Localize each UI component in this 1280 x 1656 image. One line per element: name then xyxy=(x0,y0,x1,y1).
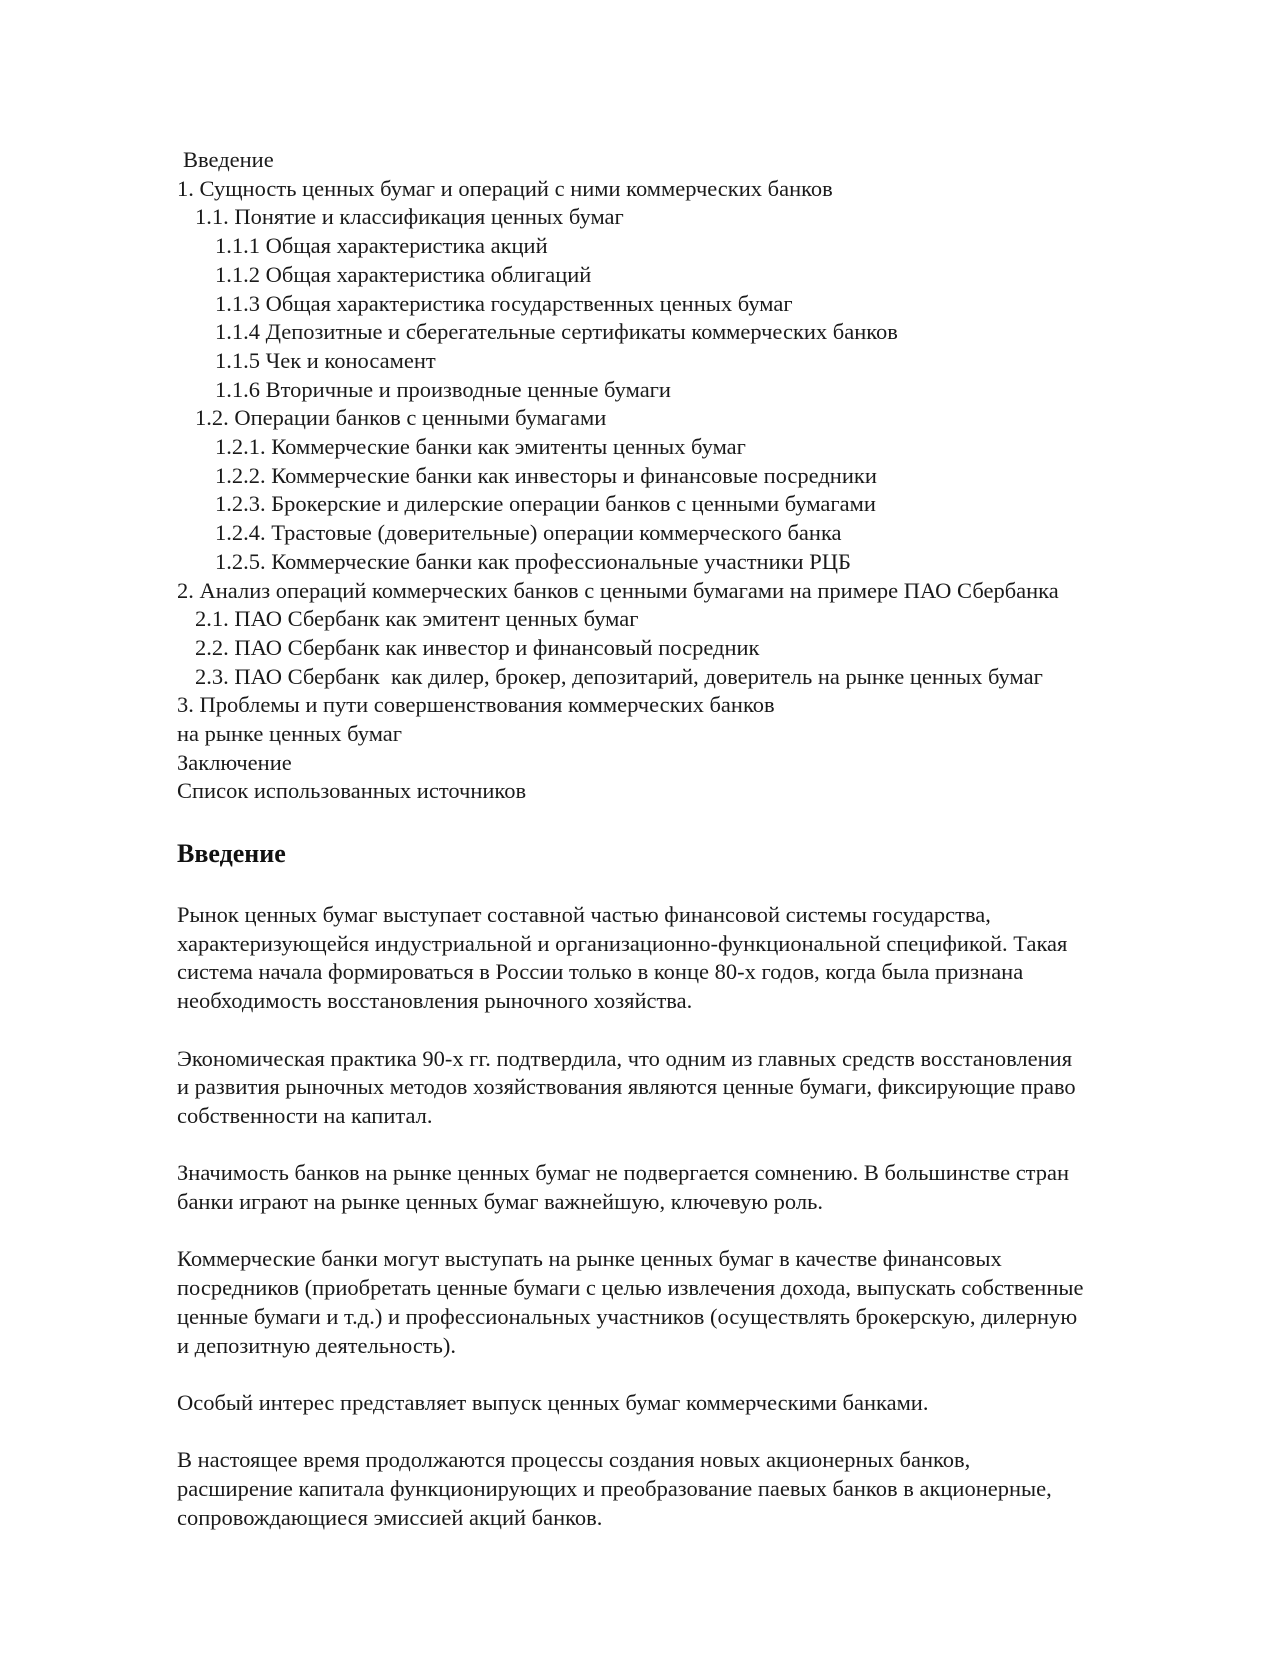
toc-entry: 1.1.2 Общая характеристика облигаций xyxy=(215,261,592,287)
toc-entry: Заключение xyxy=(177,749,292,775)
toc-entry: 1.1.1 Общая характеристика акций xyxy=(215,233,548,259)
toc-entry: 1.2.2. Коммерческие банки как инвесторы и финансовые посредники xyxy=(215,462,877,488)
table-of-contents xyxy=(177,146,1187,806)
paragraph: В настоящее время продолжаются процессы создания новых акционерных банков, расширение капитала функционирующих и преобразование паевых банков в акционерные, сопровождающиеся эмиссией акций банков. xyxy=(177,1447,1052,1530)
introduction-body xyxy=(177,901,1187,1561)
toc-entry: 1.1.5 Чек и коносамент xyxy=(215,347,436,373)
section-title: Введение xyxy=(177,839,286,868)
paragraph: Коммерческие банки могут выступать на рынке ценных бумаг в качестве финансовых посредников (приобретать ценные бумаги с целью извлечения дохода, выпускать собственные ценные бумаги и т.д.) и профессиональных участников (осуществлять брокерскую, дилерную и депозитную деятельность). xyxy=(177,1246,1084,1358)
toc-entry: на рынке ценных бумаг xyxy=(177,721,402,747)
toc-entry: 1.1.3 Общая характеристика государственных ценных бумаг xyxy=(215,290,793,316)
toc-entry: 1.1.6 Вторичные и производные ценные бумаги xyxy=(215,376,671,402)
toc-entry: 3. Проблемы и пути совершенствования коммерческих банков xyxy=(177,692,775,718)
toc-entry: 1.2. Операции банков с ценными бумагами xyxy=(195,405,607,431)
paragraph: Рынок ценных бумаг выступает составной частью финансовой системы государства, характеризующейся индустриальной и организационно-функциональной спецификой. Такая система начала формироваться в России только в конце 80-х годов, когда была признана необходимость восстановления рыночного хозяйства. xyxy=(177,902,1068,1014)
toc-entry: 2.2. ПАО Сбербанк как инвестор и финансовый посредник xyxy=(195,634,760,660)
toc-entry: 1.2.1. Коммерческие банки как эмитенты ценных бумаг xyxy=(215,434,746,460)
toc-entry: Список использованных источников xyxy=(177,778,527,804)
toc-entry: 2. Анализ операций коммерческих банков с ценными бумагами на примере ПАО Сбербанка xyxy=(177,577,1059,603)
toc-entry: 1.2.3. Брокерские и дилерские операции банков с ценными бумагами xyxy=(215,491,876,517)
toc-entry: 1.1.4 Депозитные и сберегательные сертификаты коммерческих банков xyxy=(215,319,898,345)
toc-entry: 2.3. ПАО Сбербанк как дилер, брокер, депозитарий, доверитель на рынке ценных бумаг xyxy=(195,663,1043,689)
toc-entry: 1.1. Понятие и классификация ценных бумаг xyxy=(195,204,624,230)
paragraph: Экономическая практика 90-х гг. подтвердила, что одним из главных средств восстановления и развития рыночных методов хозяйствования являются ценные бумаги, фиксирующие право собственности на капитал. xyxy=(177,1045,1076,1128)
paragraph: Особый интерес представляет выпуск ценных бумаг коммерческими банками. xyxy=(177,1389,929,1415)
toc-entry: 2.1. ПАО Сбербанк как эмитент ценных бумаг xyxy=(195,606,639,632)
toc-entry: 1. Сущность ценных бумаг и операций с ними коммерческих банков xyxy=(177,175,833,201)
toc-entry: Введение xyxy=(183,147,274,172)
paragraph: Значимость банков на рынке ценных бумаг не подвергается сомнению. В большинстве стран банки играют на рынке ценных бумаг важнейшую, ключевую роль. xyxy=(177,1160,1070,1214)
toc-entry: 1.2.4. Трастовые (доверительные) операции коммерческого банка xyxy=(215,520,842,546)
toc-entry: 1.2.5. Коммерческие банки как профессиональные участники РЦБ xyxy=(215,548,851,574)
